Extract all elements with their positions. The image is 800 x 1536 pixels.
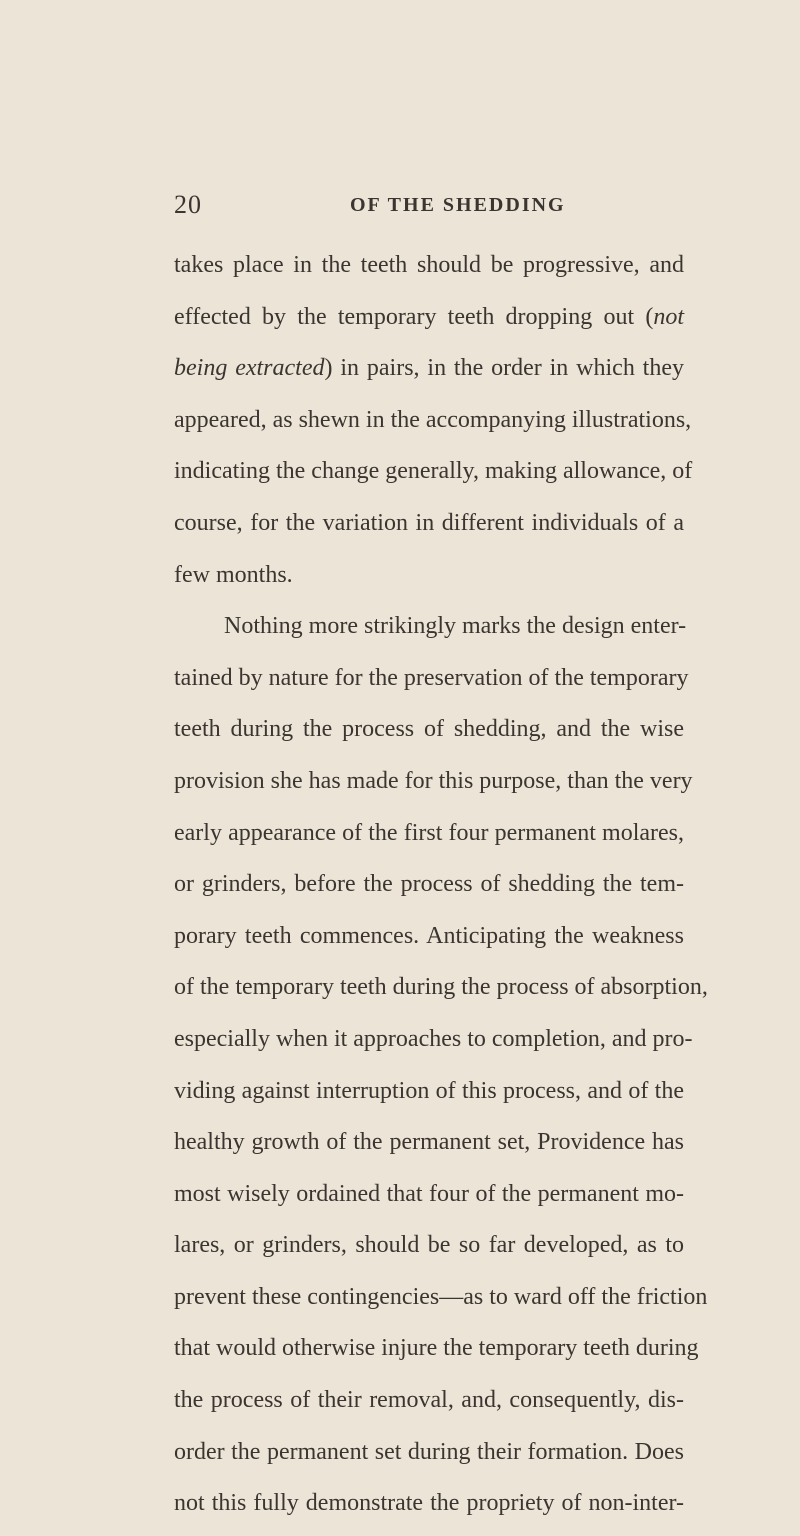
text-line: course, for the variation in different individuals of a [174,509,684,536]
text-line: not this fully demonstrate the propriety of non-inter- [174,1490,684,1517]
text-line: provision she has made for this purpose, than the very [174,767,693,794]
text-line: especially when it approaches to completion, and pro- [174,1025,693,1052]
text-line [174,298,684,350]
text-line: indicating the change generally, making allowance, of [174,458,693,485]
text-line: most wisely ordained that four of the permanent mo- [174,1180,684,1207]
line-with-italic: being extracted) in pairs, in the order in which they [174,355,685,382]
text-line: few months. [174,561,293,588]
text-line: porary teeth commences. Anticipating the weakness [174,922,684,949]
text-line: viding against interruption of this process, and of the [174,1077,684,1104]
italic-phrase: being extracted [174,355,325,382]
text-line: the process of their removal, and, consequently, dis- [174,1387,684,1414]
paragraph-start-line: Nothing more strikingly marks the design enter- [224,613,687,640]
text-line: appeared, as shewn in the accompanying illustrations, [174,406,692,433]
text-line: early appearance of the first four permanent molares, [174,819,684,846]
page-header [174,190,684,226]
text-line: healthy growth of the permanent set, Providence has [174,1129,684,1156]
line-with-italic: effected by the temporary teeth dropping out (not [174,303,684,330]
text-line: or grinders, before the process of shedding the tem- [174,871,684,898]
text-line: teeth during the process of shedding, and the wise [174,716,684,743]
text-line: prevent these contingencies—as to ward off the friction [174,1283,708,1310]
text-line [174,349,684,401]
text-line: that would otherwise injure the temporary teeth during [174,1335,699,1362]
text-line: order the permanent set during their formation. Does [174,1438,684,1465]
running-title: OF THE SHEDDING [350,194,566,216]
text-line: of the temporary teeth during the process of absorption, [174,974,708,1001]
italic-phrase: not [653,303,684,330]
text-line: lares, or grinders, should be so far developed, as to [174,1232,684,1259]
text-line: takes place in the teeth should be progressive, and [174,252,684,278]
page-number: 20 [174,190,202,219]
body-text [174,246,708,1536]
text-line: tained by nature for the preservation of the temporary [174,664,689,691]
